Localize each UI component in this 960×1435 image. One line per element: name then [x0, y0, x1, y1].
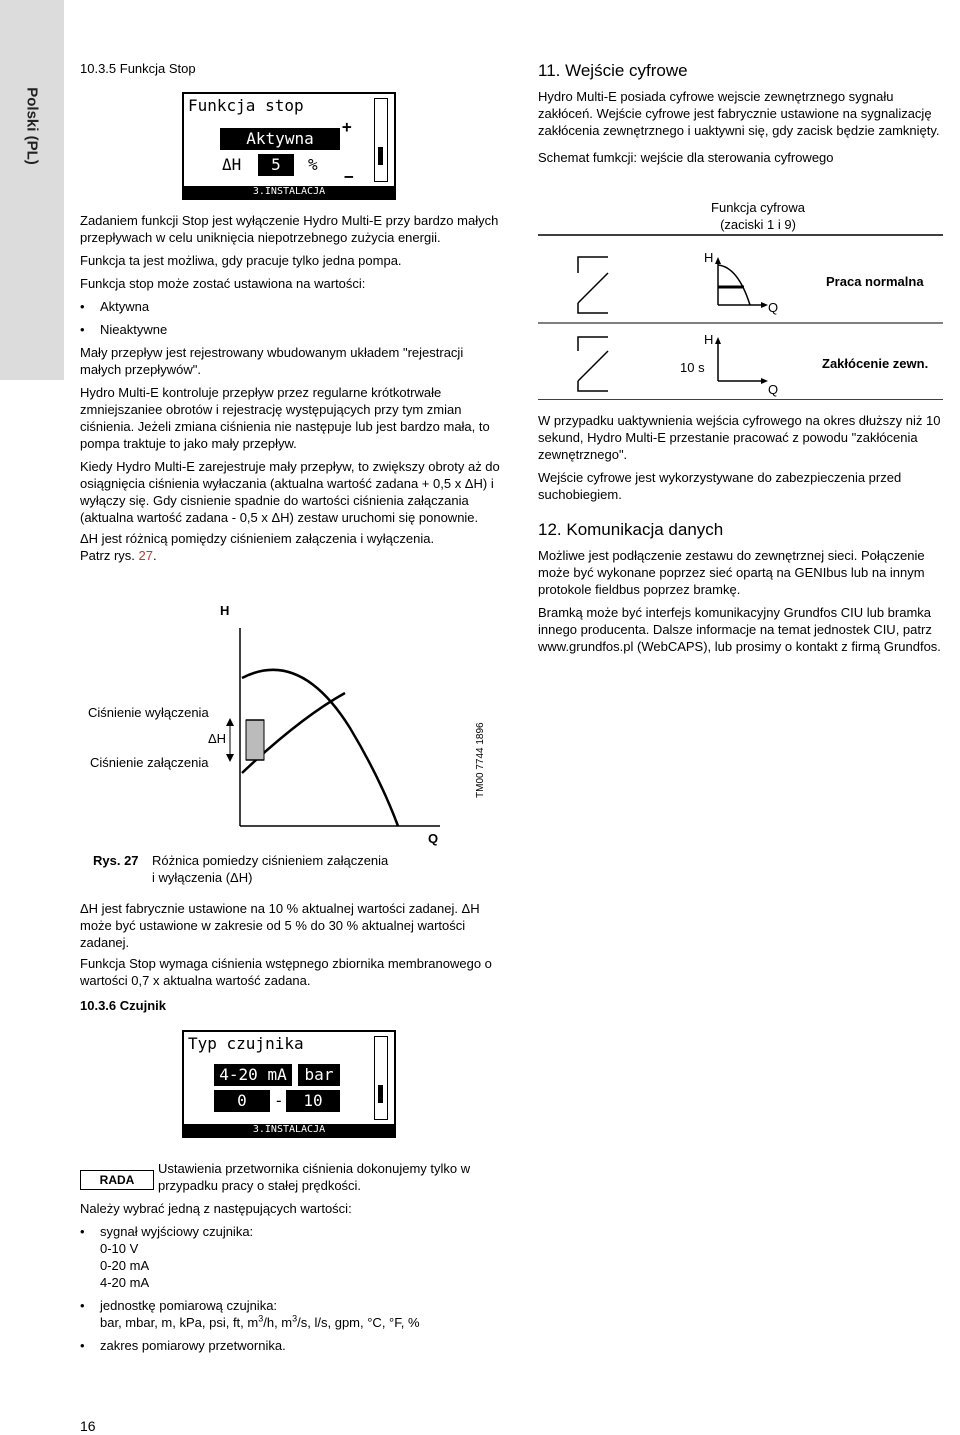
lcd-dh-label: ΔH: [222, 155, 242, 174]
paragraph: ΔH jest różnicą pomiędzy ciśnieniem załączenia i wyłączenia.: [80, 531, 435, 546]
paragraph: Hydro Multi-E posiada cyfrowe wejscie zewnętrznego sygnału zakłóceń. Wejście cyfrowe jest fabrycznie ustawione na sygnalizację zakłócenia zewnętrznego i uaktywni się, gdy zacisk będzie zamknięty.: [538, 89, 940, 138]
option-active: • Aktywna: [80, 298, 505, 315]
left-column: [80, 60, 505, 77]
row2-state-label: Zakłócenie zewn.: [822, 356, 929, 371]
table-header: Funkcja cyfrowa (zaciski 1 i 9): [711, 200, 805, 232]
list-subitem-units: bar, mbar, m, kPa, psi, ft, $m^3/h$, $m^3/s$, l/s, gpm, °C, °F, %: [100, 1313, 420, 1330]
section-heading-1035: 10.3.5 Funkcja Stop: [80, 61, 196, 76]
scrollbar-icon: [374, 98, 388, 182]
dh-label: ΔH: [208, 731, 227, 746]
schema-title: Schemat fumkcji: wejście dla sterowania cyfrowego: [538, 150, 834, 165]
figure-27: [60, 598, 520, 858]
paragraph: Możliwe jest podłączenie zestawu do zewnętrznej sieci. Połączenie może być wykonane poprzez sieć opartą na GENIbus lub na innym protokole fieldbus poprzez bramkę.: [538, 548, 925, 597]
row2-h-label: H: [704, 332, 714, 347]
paragraph-figure-ref: Patrz rys. 27.: [80, 548, 157, 563]
right-column: [538, 60, 948, 166]
list-subitem: 0-20 mA: [100, 1258, 150, 1273]
paragraph: Funkcja stop może zostać ustawiona na wartości:: [80, 276, 366, 291]
list-item: • zakres pomiarowy przetwornika.: [80, 1337, 505, 1354]
on-pressure-label: Ciśnienie załączenia: [90, 755, 209, 770]
plus-icon: +: [342, 117, 352, 136]
lcd-footer: 3.INSTALACJA: [184, 186, 394, 198]
lcd-title: Typ czujnika: [188, 1034, 304, 1053]
list-item: • jednostkę pomiarową czujnika:: [80, 1297, 505, 1314]
paragraph: Hydro Multi-E kontroluje przepływ przez regularne krótkotrwałe zmniejszaniee obrotów i rejestrację występujących przy tym zmian ciśnienia. Jeżeli zmiana ciśnienia nie następuje lub jest bardzo mała, to pompa traktuje to jako mały przepływ.: [80, 385, 490, 451]
section-heading-1036: 10.3.6 Czujnik: [80, 998, 166, 1013]
lcd-max: 10: [286, 1090, 340, 1112]
lcd-value-active: Aktywna: [220, 128, 340, 150]
page-number: 16: [80, 1418, 96, 1434]
figure-caption-text: Różnica pomiedzy ciśnieniem załączenia i wyłączenia (ΔH): [152, 853, 389, 885]
list-item: • sygnał wyjściowy czujnika:: [80, 1223, 505, 1240]
note-text: Ustawienia przetwornika ciśnienia dokonujemy tylko w przypadku pracy o stałej prędkości.: [158, 1161, 471, 1193]
paragraph: Należy wybrać jedną z następujących wartości:: [80, 1201, 352, 1216]
lcd-unit: bar: [298, 1064, 340, 1086]
lcd-dh-unit: %: [308, 155, 318, 174]
digital-input-table: [538, 195, 943, 400]
pump-curve-diagram: [60, 598, 520, 858]
paragraph: ΔH jest fabrycznie ustawione na 10 % aktualnej wartości zadanej. ΔH może być ustawione w zakresie od 5 % do 30 % aktualnej wartości zadanej.: [80, 901, 480, 950]
lcd-title: Funkcja stop: [188, 96, 304, 115]
paragraph: Kiedy Hydro Multi-E zarejestruje mały przepływ, to zwiększy obroty aż do osiągnięcia ciśnienia wyłaczania (aktualna wartość zadana + 0,5 x ΔH) i wyłączy się. Gdy cisnienie spadnie do wartości ciśnienia załączania (aktualna wartość zadana - 0,5 x ΔH) zestaw uruchomi się ponownie.: [80, 459, 500, 525]
list-subitem: 4-20 mA: [100, 1275, 150, 1290]
row1-h-label: H: [704, 250, 714, 265]
row2-q-label: Q: [768, 382, 779, 397]
paragraph: Mały przepływ jest rejestrowany wbudowanym układem "rejestracji małych przepływów".: [80, 345, 464, 377]
paragraph: Bramką może być interfejs komunikacyjny Grundfos CIU lub bramka innego producenta. Dalsze informacje na temat jednostek CIU, patrz www.grundfos.pl (WebCAPS), lub prosimy o kontakt z firmą Grundfos.: [538, 605, 941, 654]
axis-label-q: Q: [428, 831, 439, 846]
right-text-block: [538, 412, 948, 655]
lcd-footer: 3.INSTALACJA: [184, 1124, 394, 1136]
row2-time-label: 10 s: [680, 360, 705, 375]
lcd-dash: -: [274, 1091, 284, 1110]
figure-link[interactable]: 27: [138, 548, 153, 563]
paragraph: Funkcja ta jest możliwa, gdy pracuje tylko jedna pompa.: [80, 253, 402, 268]
paragraph: W przypadku uaktywnienia wejścia cyfrowego na okres dłuższy niż 10 sekund, Hydro Multi-E przestanie pracować z powodu "zakłócenia zewnętrznego".: [538, 413, 941, 462]
section-heading-12: 12. Komunikacja danych: [538, 520, 724, 539]
figure-caption-number: Rys. 27: [93, 853, 139, 868]
lcd-sensor-type: [182, 1030, 396, 1138]
lcd-min: 0: [214, 1090, 270, 1112]
language-tab: [0, 0, 64, 380]
paragraph: Zadaniem funkcji Stop jest wyłączenie Hydro Multi-E przy bardzo małych przepływach w celu uniknięcia niepotrzebnego zużycia energii.: [80, 213, 499, 245]
lcd-stop-function: [182, 92, 396, 200]
paragraph: Wejście cyfrowe jest wykorzystywane do zabezpieczenia przed suchobiegiem.: [538, 470, 902, 502]
list-subitem: 0-10 V: [100, 1241, 139, 1256]
row1-state-label: Praca normalna: [826, 274, 924, 289]
axis-label-h: H: [220, 603, 230, 618]
note-badge: RADA: [80, 1170, 154, 1190]
minus-icon: −: [344, 167, 354, 186]
option-inactive: • Nieaktywne: [80, 321, 505, 338]
left-text-block-1: [80, 212, 505, 564]
left-text-block-2: [80, 900, 505, 1014]
left-text-block-3: [80, 1200, 505, 1354]
lcd-signal: 4-20 mA: [214, 1064, 292, 1086]
figure-code: TM00 7744 1896: [475, 722, 486, 798]
paragraph: Funkcja Stop wymaga ciśnienia wstępnego zbiornika membranowego o wartości 0,7 x aktualna wartość zadana.: [80, 956, 492, 988]
off-pressure-label: Ciśnienie wyłączenia: [88, 705, 209, 720]
section-heading-11: 11. Wejście cyfrowe: [538, 61, 688, 80]
language-tab-label: Polski (PL): [23, 87, 41, 165]
row1-q-label: Q: [768, 300, 779, 315]
lcd-dh-value: 5: [258, 154, 294, 176]
scrollbar-icon: [374, 1036, 388, 1120]
